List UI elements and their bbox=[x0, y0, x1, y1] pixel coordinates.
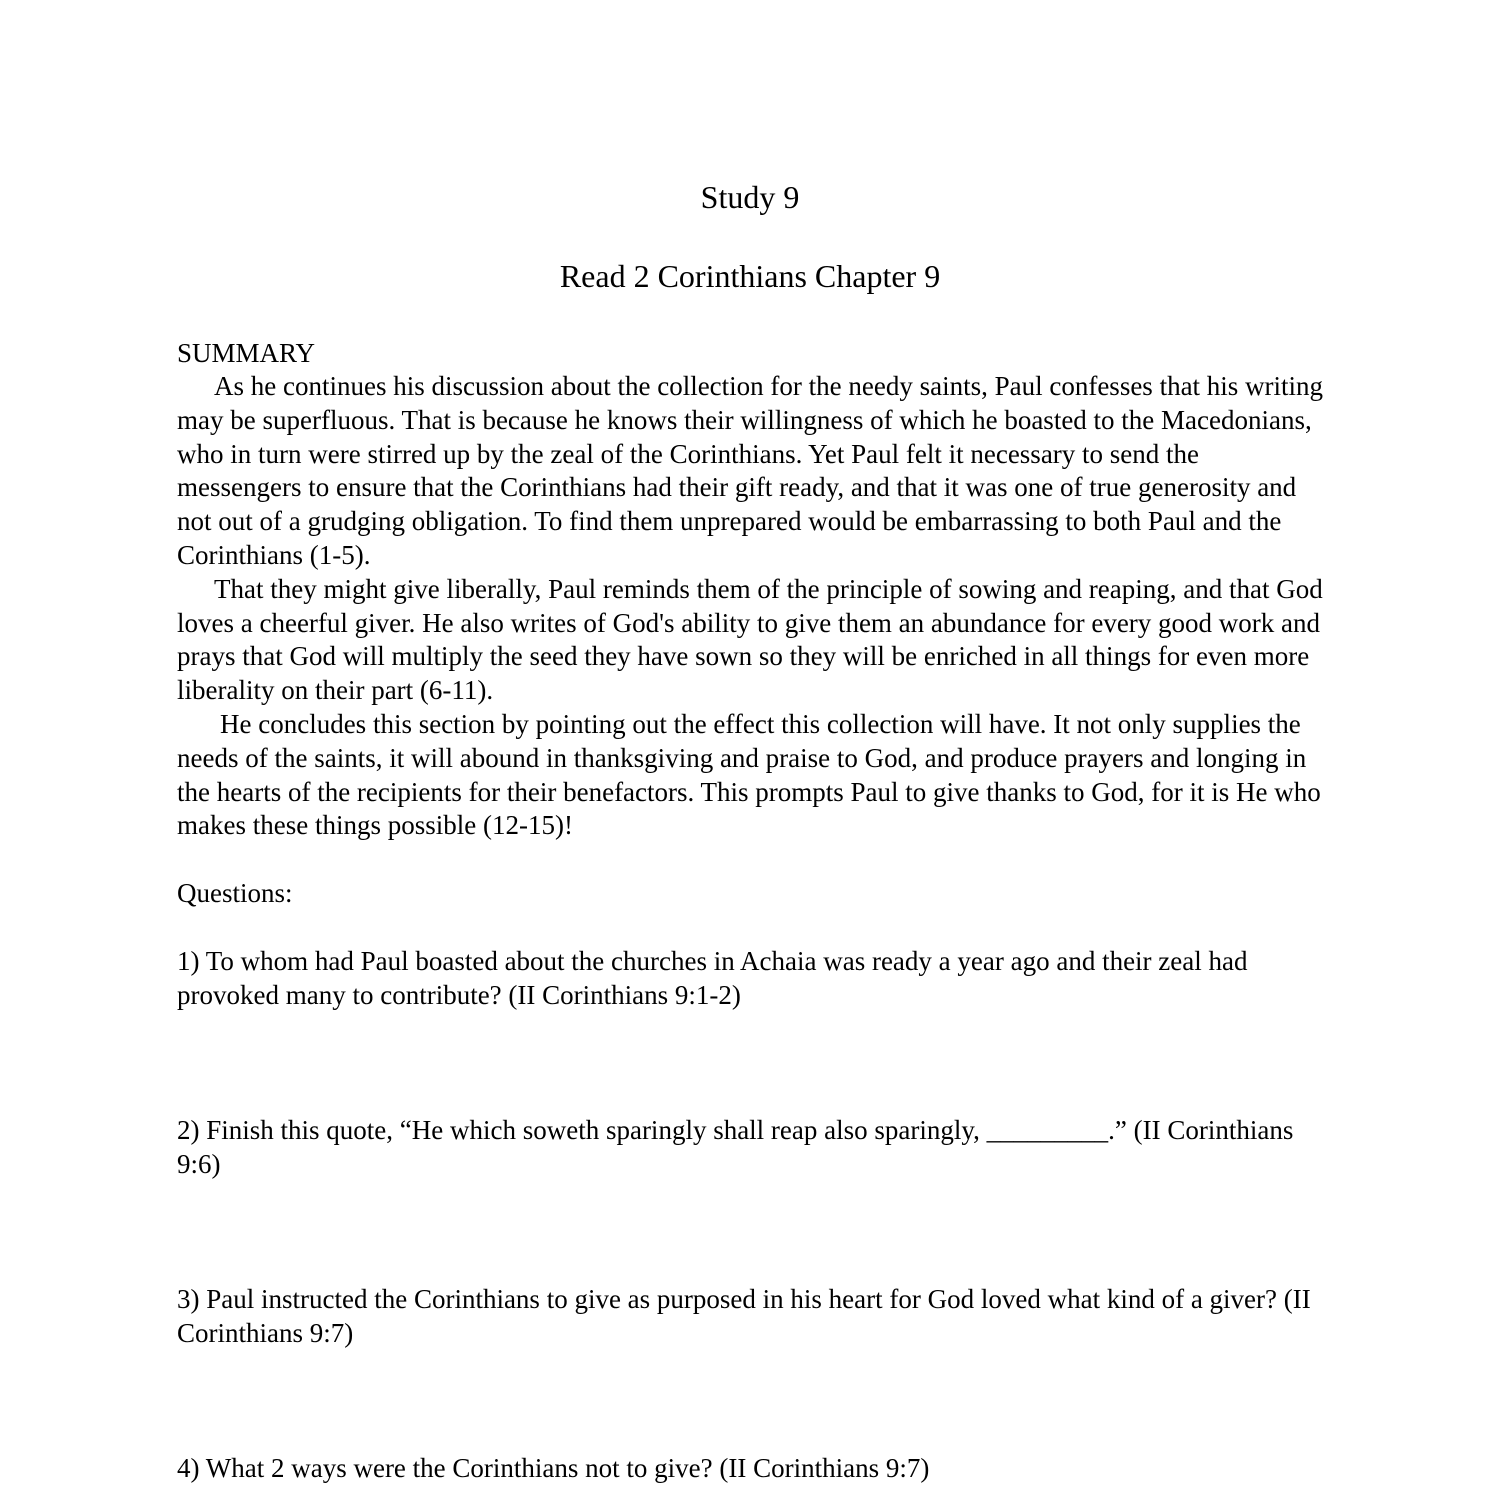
reading-assignment: Read 2 Corinthians Chapter 9 bbox=[559, 258, 941, 294]
question-4: 4) What 2 ways were the Corinthians not to give? (II Corinthians 9:7) bbox=[177, 1453, 930, 1483]
summary-paragraph-1: As he continues his discussion about the collection for the needy saints, Paul confesses that his writing may be superfluous. That is because he knows their willingness of which he boasted to the Macedonians, who in turn were stirred up by the zeal of the Corinthians. Yet Paul felt it necessary to send the messengers to ensure that the Corinthians had their gift ready, and that it was one of true generosity and not out of a grudging obligation. To find them unprepared would be embarrassing to both Paul and the Corinthians (1-5). bbox=[177, 371, 1324, 570]
question-2: 2) Finish this quote, “He which soweth sparingly shall reap also sparingly, _________.” (II Corinthians 9:6) bbox=[177, 1115, 1294, 1179]
summary-heading: SUMMARY bbox=[177, 338, 316, 368]
summary-paragraph-3: He concludes this section by pointing out the effect this collection will have. It not only supplies the needs of the saints, it will abound in thanksgiving and praise to God, and produce prayers and longing in the hearts of the recipients for their benefactors. This prompts Paul to give thanks to God, for it is He who makes these things possible (12-15)! bbox=[177, 708, 1321, 841]
summary-body bbox=[177, 370, 1327, 843]
summary-paragraph-2: That they might give liberally, Paul reminds them of the principle of sowing and reaping, and that God loves a cheerful giver. He also writes of God's ability to give them an abundance for every good work and prays that God will multiply the seed they have sown so they will be enriched in all things for even more liberality on their part (6-11). bbox=[177, 573, 1323, 706]
questions-heading: Questions: bbox=[177, 878, 293, 908]
question-1: 1) To whom had Paul boasted about the churches in Achaia was ready a year ago and their zeal had provoked many to contribute? (II Corinthians 9:1-2) bbox=[177, 946, 1248, 1010]
question-3: 3) Paul instructed the Corinthians to give as purposed in his heart for God loved what kind of a giver? (II Corinthians 9:7) bbox=[177, 1284, 1311, 1348]
study-title: Study 9 bbox=[700, 179, 800, 215]
